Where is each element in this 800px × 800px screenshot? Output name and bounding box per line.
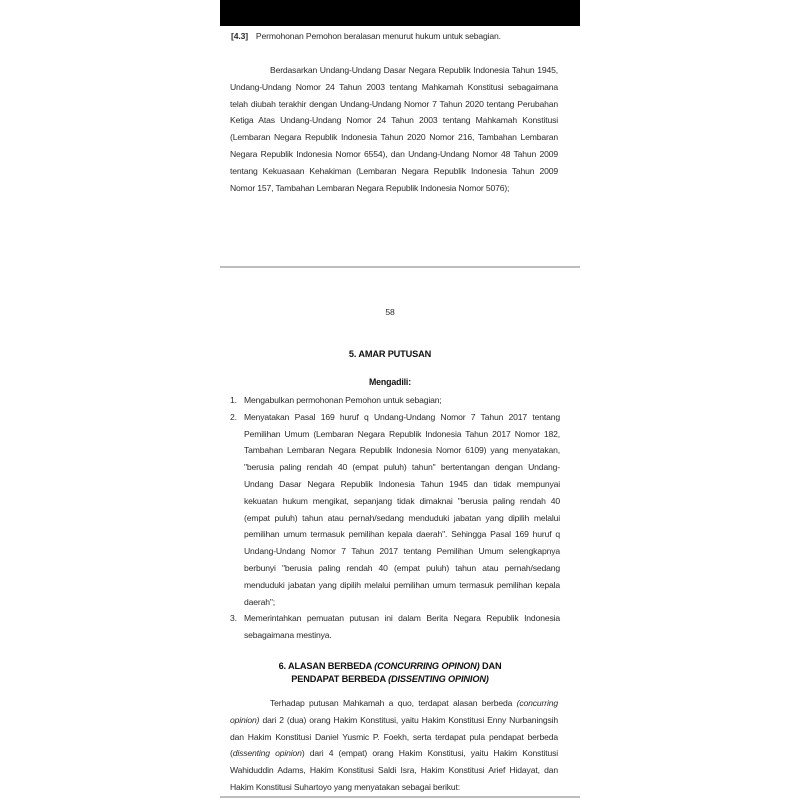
document-page-57 [220, 26, 580, 266]
opinion-text-a: Terhadap putusan Mahkamah a quo, terdapat alasan berbeda [270, 698, 517, 708]
list-item [230, 392, 560, 409]
document-page-58 [220, 270, 580, 796]
list-item-text: Menyatakan Pasal 169 huruf q Undang-Undang Nomor 7 Tahun 2017 tentang Pemilihan Umum (Lembaran Negara Republik Indonesia Tahun 2017 Nomor 182, Tambahan Lembaran Negara Republik Indonesia Nomor 6109) yang menyatakan, "berusia paling rendah 40 (empat puluh) tahun" bertentangan dengan Undang-Undang Dasar Negara Republik Indonesia Tahun 1945 dan tidak mempunyai kekuatan hukum mengikat, sepanjang tidak dimaknai "berusia paling rendah 40 (empat puluh) tahun atau pernah/sedang menduduki jabatan yang dipilih melalui pemilihan umum termasuk pemilihan kepala daerah". Sehingga Pasal 169 huruf q Undang-Undang Nomor 7 Tahun 2017 tentang Pemilihan Umum selengkapnya berbunyi "berusia paling rendah 40 (empat puluh) tahun atau pernah/sedang menduduki jabatan yang dipilih melalui pemilihan umum termasuk pemilihan kepala daerah"; [244, 411, 560, 607]
opinion-paragraph [230, 695, 558, 796]
section-6-line2-prefix: PENDAPAT BERBEDA [291, 674, 389, 684]
paragraph-4-3-text: Permohonan Pemohon beralasan menurut hukum untuk sebagian. [255, 31, 501, 41]
section-5-title: 5. AMAR PUTUSAN [348, 349, 432, 359]
paragraph-4-3 [231, 28, 571, 45]
page-separator [220, 796, 580, 798]
list-item [230, 610, 560, 644]
top-black-bar [220, 0, 580, 26]
ruling-list [230, 392, 560, 644]
mengadili-heading: Mengadili: [369, 377, 411, 387]
list-item [230, 409, 560, 611]
section-6-prefix: 6. ALASAN BERBEDA [278, 661, 375, 671]
opinion-italic-a: (concurring opinion) [230, 698, 558, 725]
paragraph-number: [4.3] [231, 31, 248, 41]
opinion-text-c: ) dari 4 (empat) orang Hakim Konstitusi, yaitu Hakim Konstitusi Wahiduddin Adams, Hakim Konstitusi Saldi Isra, Hakim Konstitusi Arief Hidayat, dan Hakim Konstitusi Suhartoyo yang menyatakan sebagai berikut: [230, 748, 558, 792]
section-6-dissenting: (DISSENTING OPINION) [388, 674, 489, 684]
page-separator [220, 266, 580, 268]
section-6-mid: DAN [479, 661, 502, 671]
opinion-text-b: dari 2 (dua) orang Hakim Konstitusi, yaitu Hakim Konstitusi Enny Nurbaningsih dan Hakim Konstitusi Daniel Yusmic P. Foekh, serta terdapat pula pendapat berbeda ( [230, 714, 558, 759]
list-item-number: 3. [230, 613, 237, 624]
list-item-number: 1. [230, 395, 237, 405]
section-6-concurring: (CONCURRING OPINON) [374, 661, 480, 671]
list-item-number: 2. [230, 411, 237, 422]
opinion-italic-b: dissenting opinion [232, 748, 302, 759]
section-6-title [220, 660, 560, 686]
list-item-text: Memerintahkan pemuatan putusan ini dalam Berita Negara Republik Indonesia sebagaimana mestinya. [244, 613, 560, 641]
legal-basis-paragraph: Berdasarkan Undang-Undang Dasar Negara Republik Indonesia Tahun 1945, Undang-Undang Nomor 24 Tahun 2003 tentang Mahkamah Konstitusi sebagaimana telah diubah terakhir dengan Undang-Undang Nomor 7 Tahun 2020 tentang Perubahan Ketiga Atas Undang-Undang Nomor 24 Tahun 2003 tentang Mahkamah Konstitusi (Lembaran Negara Republik Indonesia Tahun 2020 Nomor 216, Tambahan Lembaran Negara Republik Indonesia Nomor 6554), dan Undang-Undang Nomor 48 Tahun 2009 tentang Kekuasaan Kehakiman (Lembaran Negara Republik Indonesia Tahun 2009 Nomor 157, Tambahan Lembaran Negara Republik Indonesia Nomor 5076); [230, 65, 558, 193]
page-number: 58 [385, 307, 395, 317]
list-item-text: Mengabulkan permohonan Pemohon untuk sebagian; [244, 395, 442, 405]
